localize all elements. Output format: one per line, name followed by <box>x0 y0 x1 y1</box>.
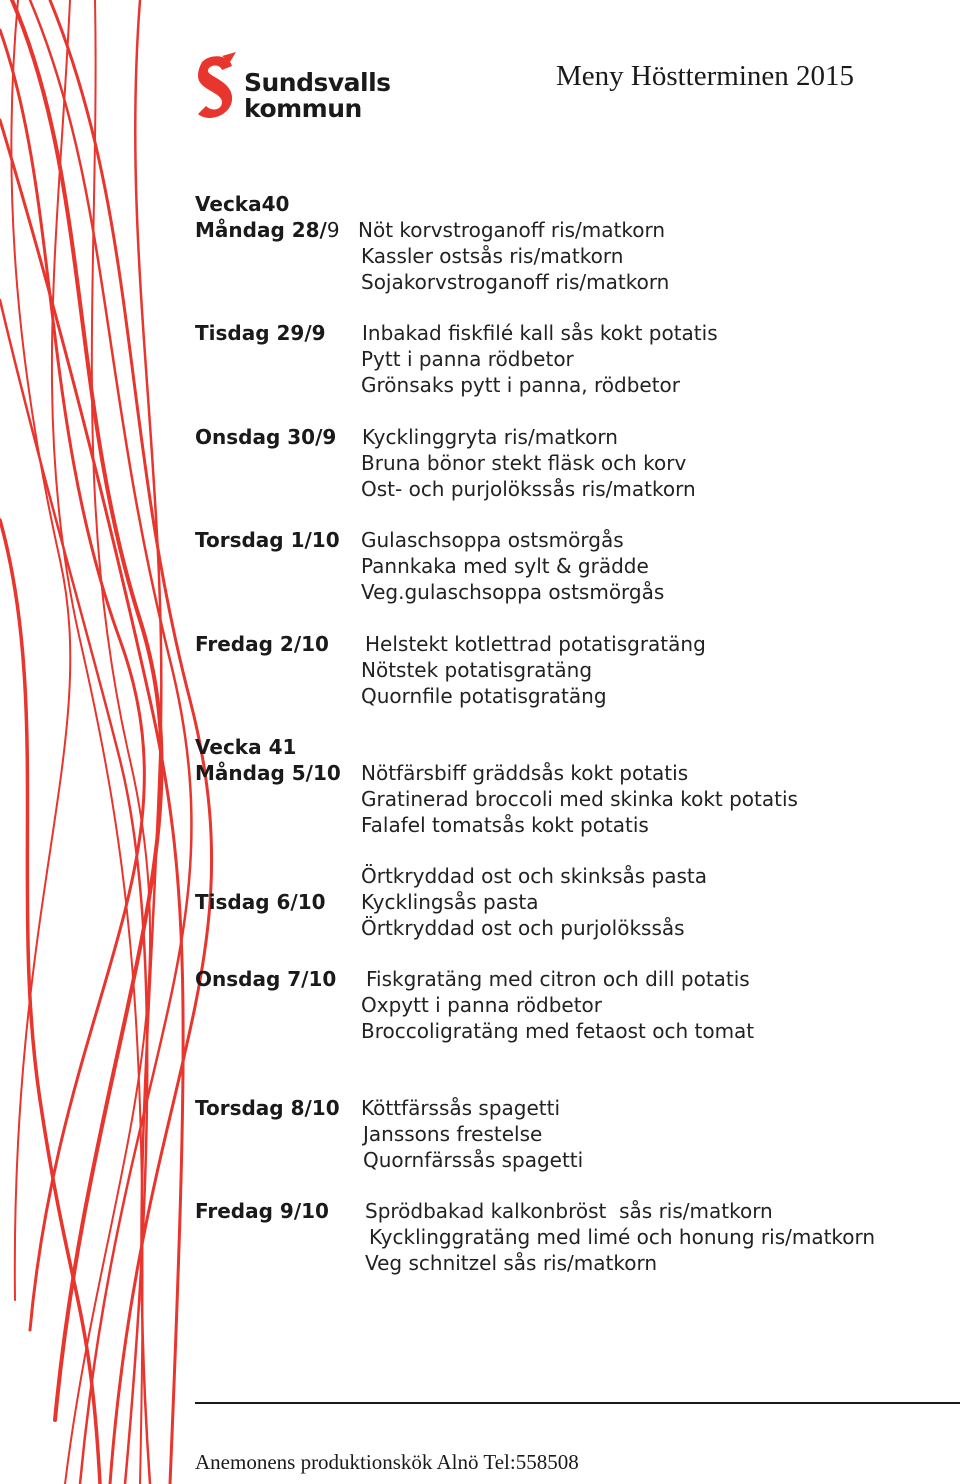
dragon-emblem-icon <box>192 52 242 128</box>
menu-item: Quornfärssås spagetti <box>363 1148 584 1172</box>
menu-item: Janssons frestelse <box>363 1122 543 1146</box>
day-label-fredag-2-10: Fredag 2/10 <box>195 632 329 656</box>
menu-item: Falafel tomatsås kokt potatis <box>361 813 649 837</box>
menu-item: Broccoligratäng med fetaost och tomat <box>361 1019 755 1043</box>
day-label-onsdag-30-9: Onsdag 30/9 <box>195 425 337 449</box>
day-label-mandag-5-10: Måndag 5/10 <box>195 761 341 785</box>
week-40-label: Vecka40 <box>195 192 290 216</box>
day-label-tisdag-29-9: Tisdag 29/9 <box>195 321 326 345</box>
menu-item: Kassler ostsås ris/matkorn <box>361 244 624 268</box>
menu-item: Kycklingsås pasta <box>361 890 539 914</box>
day-label-torsdag-1-10: Torsdag 1/10 <box>195 528 340 552</box>
menu-item: Pytt i panna rödbetor <box>361 347 574 371</box>
menu-item: Helstekt kotlettrad potatisgratäng <box>365 632 706 656</box>
day-label-text: Måndag 28/ <box>195 218 327 242</box>
menu-item: Nötfärsbiff gräddsås kokt potatis <box>361 761 689 785</box>
footer-text: Anemonens produktionskök Alnö Tel:558508 <box>195 1450 579 1474</box>
menu-item: Veg.gulaschsoppa ostsmörgås <box>361 580 665 604</box>
menu-item: Quornfile potatisgratäng <box>361 684 607 708</box>
day-label-suffix: 9 <box>326 218 340 242</box>
menu-item: Pannkaka med sylt & grädde <box>361 554 649 578</box>
menu-item: Gratinerad broccoli med skinka kokt potatis <box>361 787 798 811</box>
menu-item: Bruna bönor stekt fläsk och korv <box>361 451 687 475</box>
menu-item: Kycklinggratäng med limé och honung ris/matkorn <box>369 1225 876 1249</box>
menu-item: Örtkryddad ost och purjolökssås <box>361 916 685 940</box>
menu-item: Fiskgratäng med citron och dill potatis <box>366 967 750 991</box>
week-41-label: Vecka 41 <box>195 735 297 759</box>
menu-item: Sprödbakad kalkonbröst sås ris/matkorn <box>365 1199 773 1223</box>
day-label-tisdag-6-10: Tisdag 6/10 <box>195 890 326 914</box>
menu-item: Oxpytt i panna rödbetor <box>361 993 602 1017</box>
logo-text-line2: kommun <box>244 94 362 123</box>
page-title: Meny Höstterminen 2015 <box>555 60 854 92</box>
day-label-fredag-9-10: Fredag 9/10 <box>195 1199 329 1223</box>
menu-item: Inbakad fiskfilé kall sås kokt potatis <box>362 321 718 345</box>
menu-item: Veg schnitzel sås ris/matkorn <box>365 1251 657 1275</box>
menu-item: Örtkryddad ost och skinksås pasta <box>361 864 708 888</box>
menu-item: Kycklinggryta ris/matkorn <box>362 425 618 449</box>
menu-item: Gulaschsoppa ostsmörgås <box>361 528 624 552</box>
menu-item: Grönsaks pytt i panna, rödbetor <box>361 373 681 397</box>
logo-text-line1: Sundsvalls <box>244 68 391 97</box>
footer-divider <box>195 1402 960 1404</box>
day-label-mandag-28-9 <box>195 218 340 242</box>
menu-item: Nöt korvstroganoff ris/matkorn <box>358 218 666 242</box>
day-label-torsdag-8-10: Torsdag 8/10 <box>195 1096 340 1120</box>
day-label-onsdag-7-10: Onsdag 7/10 <box>195 967 337 991</box>
sundsvalls-kommun-logo <box>192 52 422 132</box>
menu-item: Ost- och purjolökssås ris/matkorn <box>361 477 696 501</box>
menu-item: Nötstek potatisgratäng <box>361 658 593 682</box>
menu-item: Sojakorvstroganoff ris/matkorn <box>361 270 670 294</box>
menu-item: Köttfärssås spagetti <box>361 1096 561 1120</box>
